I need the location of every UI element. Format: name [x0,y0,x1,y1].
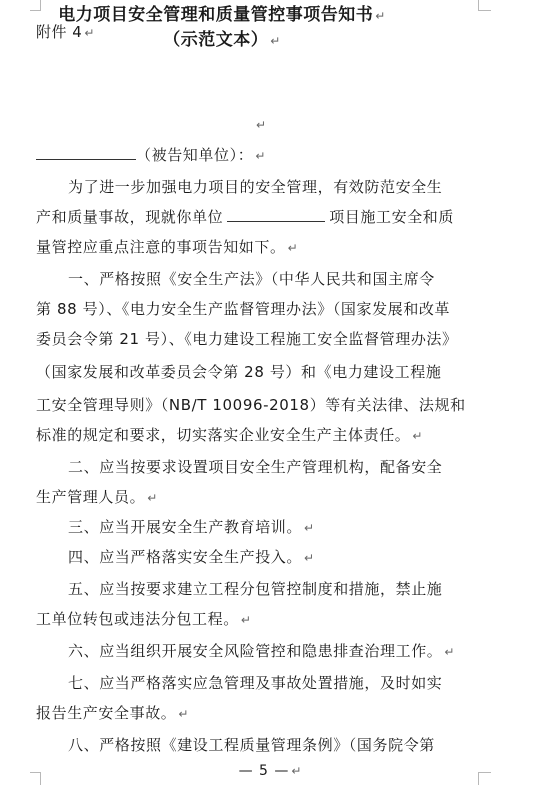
intro-line-2: 产和质量事故，现就你单位 项目施工安全和质 [36,208,455,226]
item1-line-5: 工安全管理导则》（NB/T 10096-2018）等有关法律、法规和 [36,396,466,414]
item2-line-2: 生产管理人员。 ↵ [36,488,158,506]
item1-line-2: 第 88 号）、《电力安全生产监督管理办法》（国家发展和改革 [36,300,451,318]
item2-line-1: 二、应当按要求设置项目安全生产管理机构，配备安全 [68,458,443,476]
margin-corner-top-right [478,0,491,11]
item1-line-3: 委员会令第 21 号）、《电力建设工程施工安全监督管理办法》 [36,330,458,348]
addressee-line: （被告知单位）： ↵ [36,144,480,165]
margin-corner-top-left [30,0,41,11]
item1-line-1: 一、严格按照《安全生产法》（中华人民共和国主席令 [68,270,435,288]
item3: 三、应当开展安全生产教育培训。 ↵ [68,518,315,536]
page-number: — 5 — ↵ [238,763,303,779]
item8-line-1: 八、严格按照《建设工程质量管理条例》（国务院令第 [68,736,435,754]
item1-line-4: （国家发展和改革委员会令第 28 号）和《电力建设工程施 [36,363,442,381]
addressee-blank[interactable] [36,147,136,160]
intro-line-1: 为了进一步加强电力项目的安全管理，有效防范安全生 [68,178,443,196]
item7-line-2: 报告生产安全事故。 ↵ [36,704,190,722]
item4: 四、应当严格落实安全生产投入。 ↵ [68,548,315,566]
item1-line-6: 标准的规定和要求，切实落实企业安全生产主体责任。 ↵ [36,426,424,444]
document-subtitle: （示范文本） ↵ [163,30,281,50]
item7-line-1: 七、应当严格落实应急管理及事故处置措施，及时如实 [68,674,443,692]
empty-paragraph-mark: ↵ [256,118,267,132]
intro-line-3: 量管控应重点注意的事项告知如下。 ↵ [36,238,299,256]
document-title: 电力项目安全管理和质量管控事项告知书 ↵ [58,5,386,25]
item5-line-2: 工单位转包或违法分包工程。 ↵ [36,610,252,628]
item6: 六、应当组织开展安全风险管控和隐患排查治理工作。 ↵ [68,642,456,660]
item5-line-1: 五、应当按要求建立工程分包管控制度和措施，禁止施 [68,580,443,598]
attachment-label: 附件 4 ↵ [36,23,95,41]
project-blank[interactable] [227,209,325,222]
